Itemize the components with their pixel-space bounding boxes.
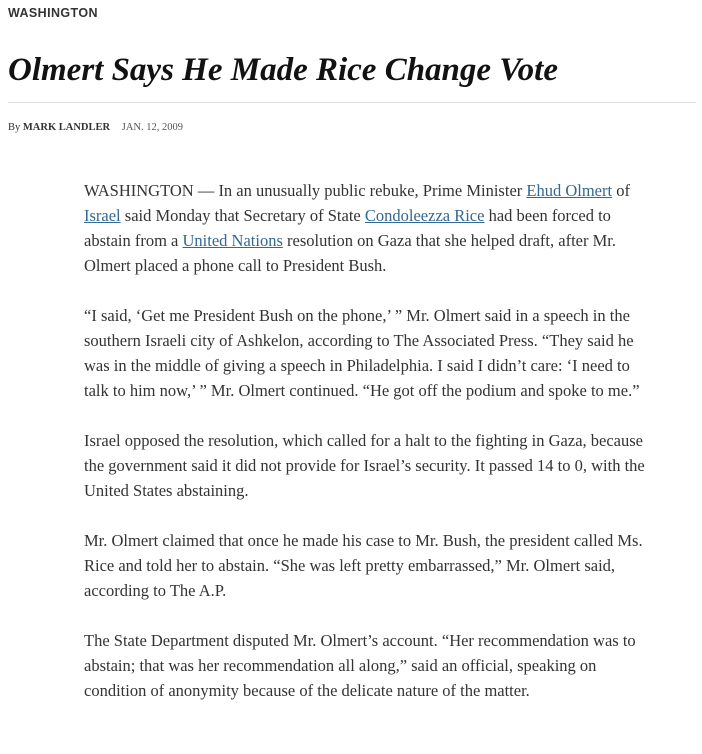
- byline-prefix: By: [8, 122, 21, 133]
- header-divider: [8, 102, 696, 103]
- headline: Olmert Says He Made Rice Change Vote: [8, 52, 558, 88]
- link-israel[interactable]: Israel: [84, 206, 121, 225]
- link-condoleezza-rice[interactable]: Condoleezza Rice: [364, 206, 485, 225]
- author-link[interactable]: MARK LANDLER: [22, 122, 111, 133]
- paragraph-3: Israel opposed the resolution, which called for a halt to the fighting in Gaza, because the government said it did not provide for Israel’s security. It passed 14 to 0, with the United States abstaining.: [84, 431, 645, 500]
- paragraph-2: “I said, ‘Get me President Bush on the phone,’ ” Mr. Olmert said in a speech in the southern Israeli city of Ashkelon, according to The Associated Press. “They said he was in the middle of giving a speech in Philadelphia. I said I didn’t care: ‘I need to talk to him now,’ ” Mr. Olmert continued. “He got off the podium and spoke to me.”: [84, 306, 640, 400]
- paragraph-5: The State Department disputed Mr. Olmert’s account. “Her recommendation was to abstain; that was her recommendation all along,” said an official, speaking on condition of anonymity because of the delicate nature of the matter.: [84, 631, 636, 700]
- byline: [8, 122, 183, 133]
- article-body: [84, 178, 654, 728]
- paragraph-1-text-2: of: [612, 181, 630, 200]
- paragraph-4: Mr. Olmert claimed that once he made his case to Mr. Bush, the president called Ms. Rice and told her to abstain. “She was left pretty embarrassed,” Mr. Olmert said, according to The A.P.: [84, 531, 643, 600]
- publish-date: JAN. 12, 2009: [121, 122, 183, 133]
- paragraph-1-text-3: said Monday that Secretary of State: [120, 206, 365, 225]
- link-united-nations[interactable]: United Nations: [182, 231, 283, 250]
- paragraph-1: [84, 178, 654, 278]
- section-label-link[interactable]: WASHINGTON: [8, 6, 98, 20]
- paragraph-1-text-5: resolution on Gaza that she helped draft, after Mr. Olmert placed a phone call to President Bush.: [84, 231, 616, 275]
- link-ehud-olmert[interactable]: Ehud Olmert: [526, 181, 613, 200]
- paragraph-1-text-1: WASHINGTON — In an unusually public rebuke, Prime Minister: [84, 181, 527, 200]
- paragraph-1-text-4: had been forced to abstain from a: [84, 206, 611, 250]
